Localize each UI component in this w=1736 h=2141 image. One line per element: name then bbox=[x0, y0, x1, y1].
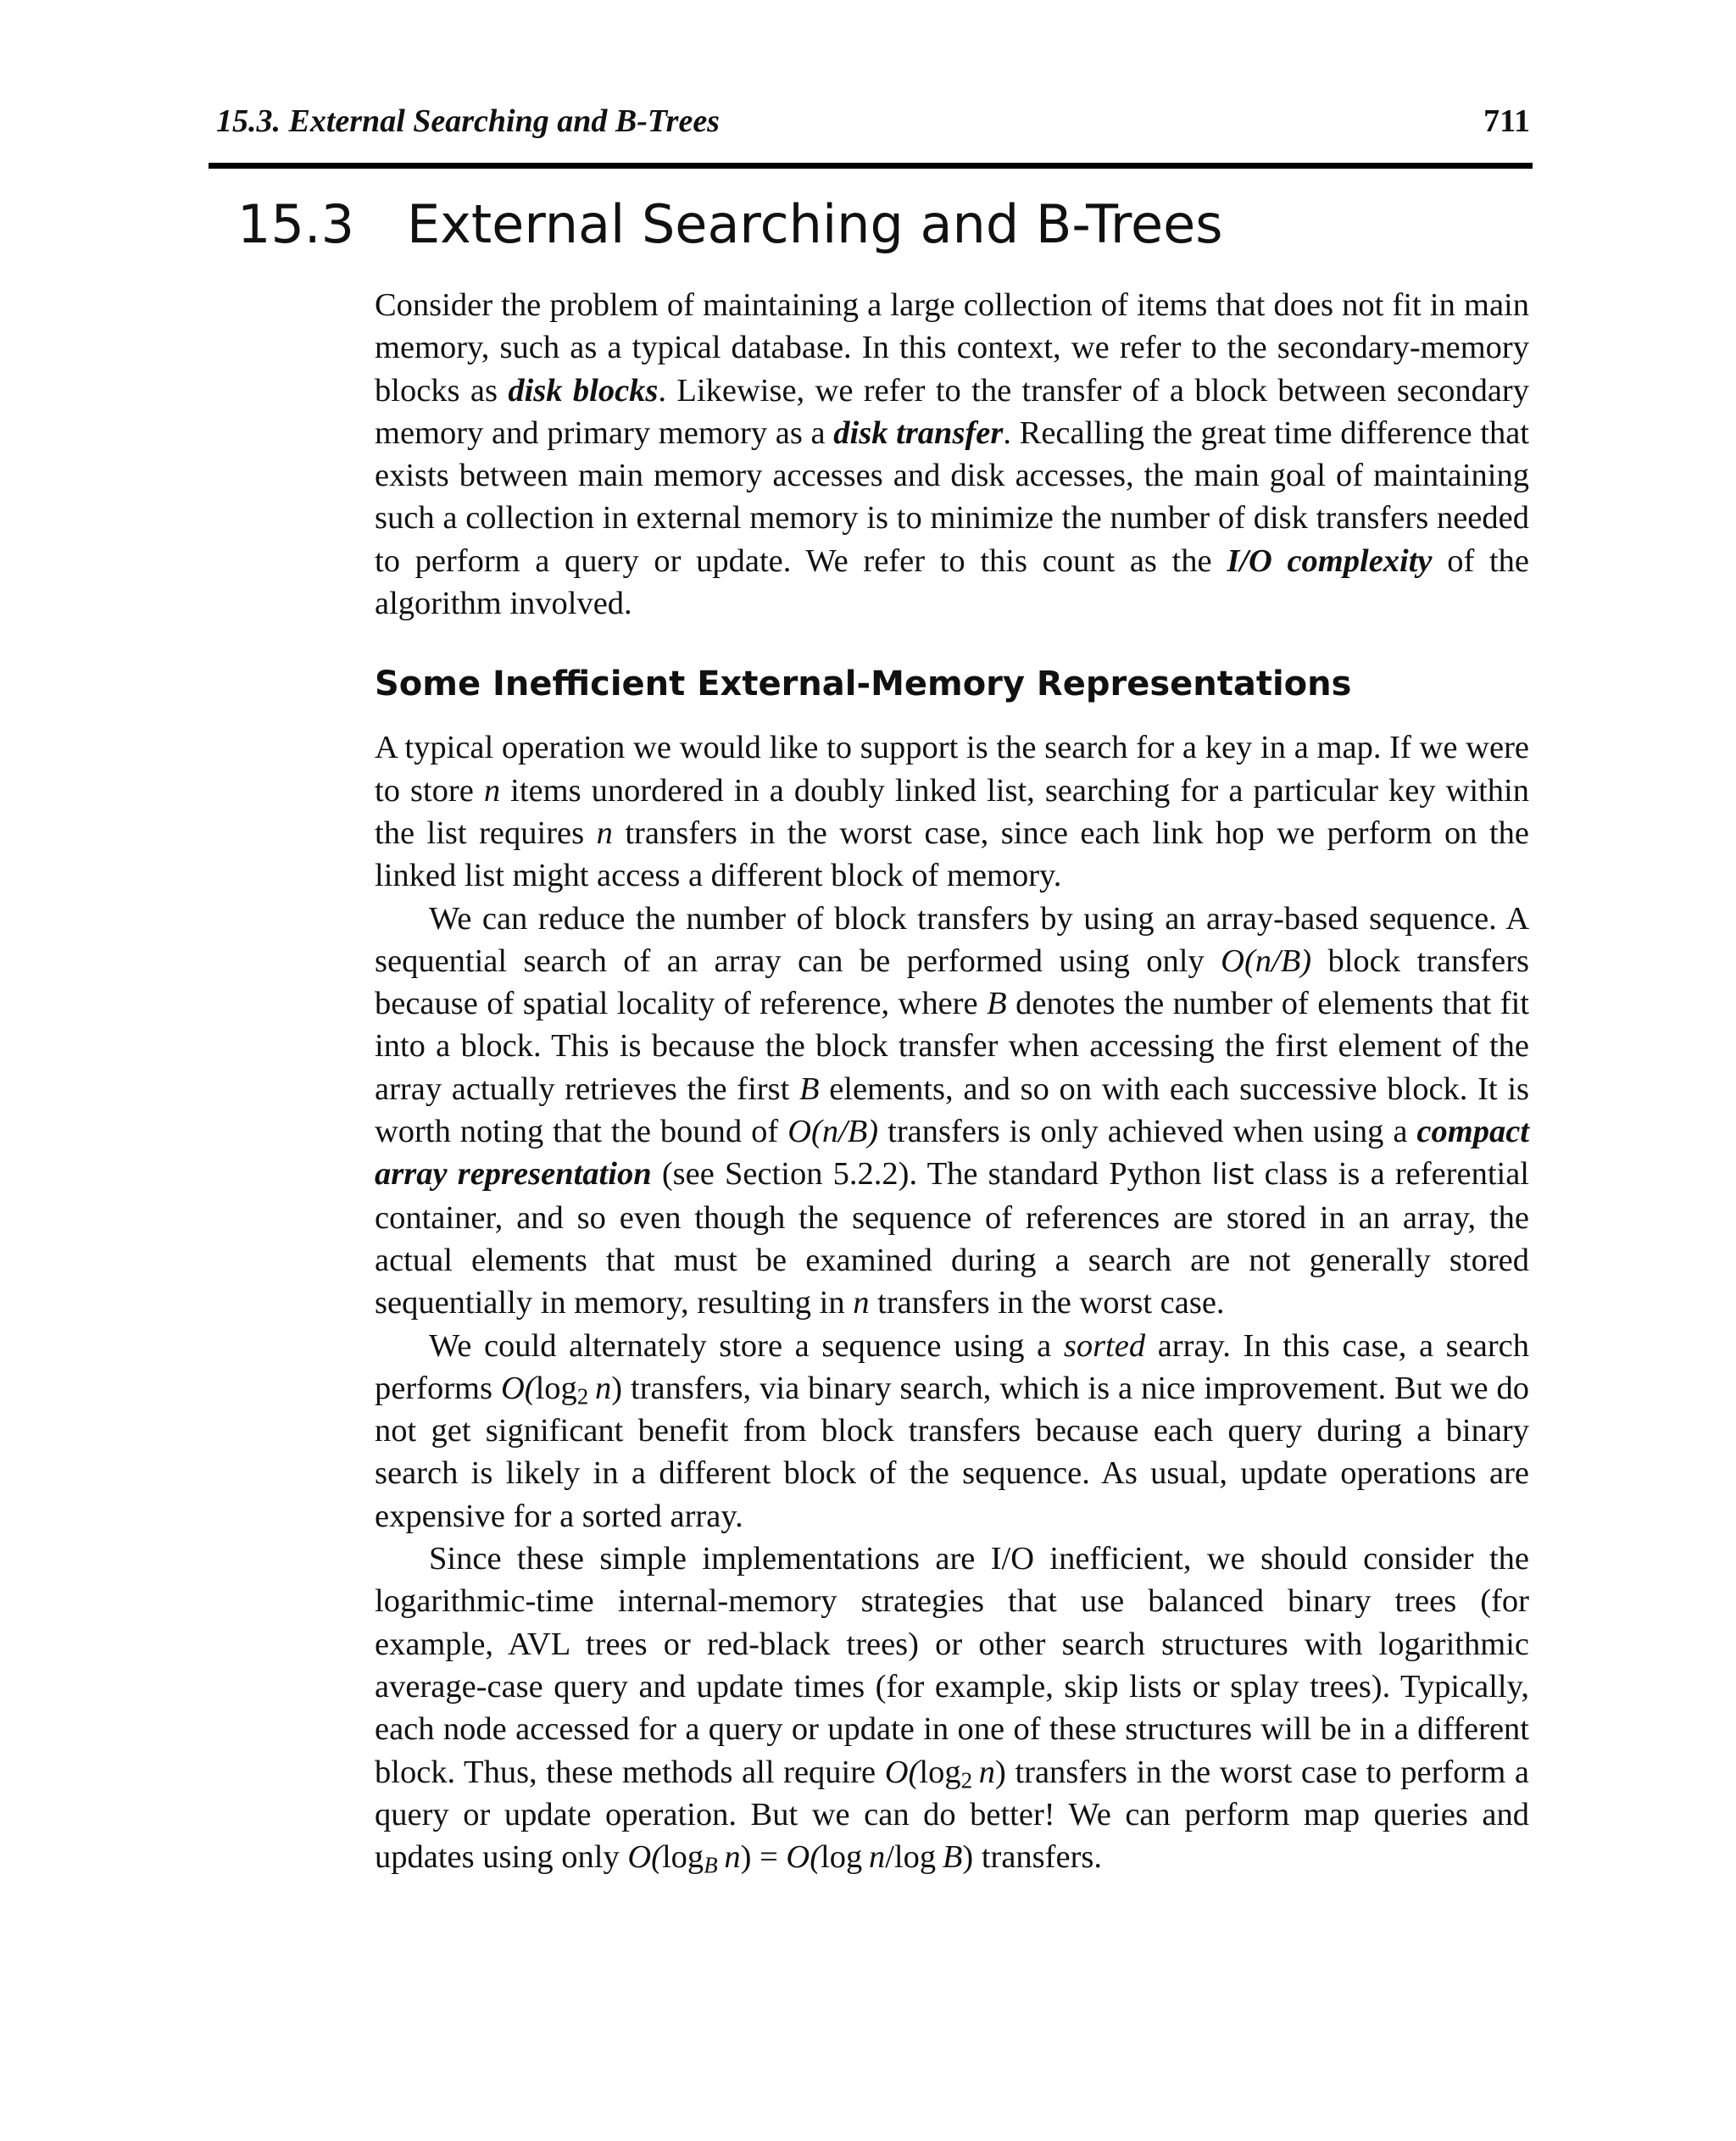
paragraph-linked-list bbox=[375, 726, 1529, 897]
term-io-complexity: I/O complexity bbox=[1227, 542, 1433, 579]
text-run: elements, and so on with each successive block. It is worth noting that the bound of bbox=[375, 1070, 1529, 1150]
text-run: (see Section 5.2.2). The standard Python bbox=[651, 1156, 1212, 1193]
math-part: ) bbox=[611, 1370, 623, 1406]
text-run: Since these simple implementations are I/O inefficient, we should consider the logarithmic-time internal-memory strategies that use balanced binary trees (for example, AVL trees or red-black trees) or other search structures with logarithmic average-case query and update times (for example, skip lists or splay trees). Typically, each node accessed for a query or update in one of these structures will be in a different block. Thus, these methods all require bbox=[375, 1541, 1529, 1790]
page-number: 711 bbox=[1483, 103, 1530, 139]
section-number: 15.3 bbox=[237, 193, 355, 255]
text-run: denotes the number of elements that fit into a block. This is because the block transfer when accessing the first element of the array actually retrieves the first bbox=[375, 986, 1529, 1107]
header-rule bbox=[209, 163, 1533, 169]
paragraph-sorted-array bbox=[375, 1325, 1529, 1538]
intro-paragraph bbox=[375, 284, 1529, 625]
subsection-heading: Some Inefficient External-Memory Representations bbox=[375, 665, 1352, 704]
text-run: block transfers because of spatial locality of reference, where bbox=[375, 943, 1530, 1022]
math-part: ) bbox=[995, 1754, 1006, 1790]
text-run: transfers in the worst case. bbox=[869, 1285, 1225, 1321]
math-expression bbox=[500, 1370, 623, 1410]
math-var: n bbox=[483, 772, 501, 809]
math-expression: O(n/B) bbox=[787, 1114, 879, 1150]
math-part: log bbox=[893, 1839, 937, 1876]
running-head-title: 15.3. External Searching and B-Trees bbox=[216, 103, 720, 139]
math-part: log bbox=[535, 1370, 577, 1406]
term-compact-array: compact array representation bbox=[375, 1114, 1529, 1193]
math-expression bbox=[627, 1839, 974, 1878]
math-subscript: B bbox=[704, 1852, 718, 1878]
running-head bbox=[216, 100, 1530, 142]
text-run: transfers in the worst case, since each link hop we perform on the linked list might access a different block of memory. bbox=[375, 815, 1529, 894]
section-title: External Searching and B-Trees bbox=[407, 193, 1223, 255]
text-run: Consider the problem of maintaining a large collection of items that does not fit in main memory, such as a typical database. In this context, we refer to the secondary-memory blocks as bbox=[375, 287, 1529, 409]
code-list: list bbox=[1211, 1158, 1255, 1193]
math-part: B bbox=[942, 1839, 963, 1876]
text-run: A typical operation we would like to support is the search for a key in a map. If we were to store bbox=[375, 730, 1529, 809]
text-run: items unordered in a doubly linked list, searching for a particular key within the list requires bbox=[375, 772, 1529, 851]
math-var: n bbox=[853, 1285, 870, 1321]
term-disk-blocks: disk blocks bbox=[508, 372, 659, 409]
math-part: ) bbox=[962, 1839, 974, 1876]
math-part: O( bbox=[500, 1370, 536, 1406]
math-expression: O(n/B) bbox=[1221, 943, 1312, 979]
math-part: n bbox=[724, 1839, 741, 1876]
math-part: n bbox=[868, 1839, 886, 1876]
math-part: log bbox=[821, 1839, 863, 1876]
text-run: We could alternately store a sequence using a bbox=[429, 1327, 1064, 1364]
math-var: B bbox=[798, 1070, 820, 1107]
text-run: transfers is only achieved when using a bbox=[878, 1114, 1417, 1150]
text-run: class is a referential container, and so even though the sequence of references are stored in an array, the actual elements that must be examined during a search are not generally stored sequentially in memory, resulting in bbox=[375, 1156, 1529, 1321]
text-run: transfers, via binary search, which is a nice improvement. But we do not get significant benefit from block transfers because each query during a binary search is likely in a different block of the sequence. As usual, update operations are expensive for a sorted array. bbox=[375, 1370, 1529, 1534]
section-heading bbox=[237, 186, 1223, 263]
math-subscript: 2 bbox=[960, 1767, 973, 1793]
math-part: n bbox=[978, 1754, 996, 1790]
math-part: O( bbox=[786, 1839, 821, 1876]
math-part: ) = bbox=[740, 1839, 787, 1876]
math-var: B bbox=[987, 986, 1007, 1022]
math-part: n bbox=[594, 1370, 612, 1406]
text-run: transfers. bbox=[973, 1839, 1103, 1876]
text-run: . Recalling the great time difference that exists between main memory accesses and disk accesses, the main goal of maintaining such a collection in external memory is to minimize the number of disk transfers needed to perform a query or update. We refer to this count as the bbox=[375, 414, 1529, 579]
text-run: of the algorithm involved. bbox=[375, 542, 1529, 622]
text-run: transfers in the worst case to perform a query or update operation. But we can do better! We can perform map queries and updates using only bbox=[375, 1754, 1529, 1876]
math-part: log bbox=[661, 1839, 704, 1876]
math-part: O( bbox=[884, 1754, 920, 1790]
text-run: array. In this case, a search performs bbox=[375, 1327, 1529, 1406]
text-run: We can reduce the number of block transfers by using an array-based sequence. A sequential search of an array can be performed using only bbox=[375, 900, 1529, 979]
math-expression bbox=[884, 1754, 1006, 1793]
paragraph-balanced-trees bbox=[375, 1538, 1529, 1878]
math-part: log bbox=[919, 1754, 961, 1790]
math-var: n bbox=[596, 815, 613, 851]
page-body bbox=[375, 284, 1529, 1878]
text-run: . Likewise, we refer to the transfer of a block between secondary memory and primary memory as a bbox=[375, 372, 1530, 451]
math-subscript: 2 bbox=[576, 1383, 589, 1410]
emphasis-sorted: sorted bbox=[1063, 1327, 1146, 1364]
math-part: / bbox=[885, 1839, 894, 1876]
math-part: O( bbox=[627, 1839, 662, 1876]
term-disk-transfer: disk transfer bbox=[833, 414, 1004, 451]
paragraph-array-sequence bbox=[375, 898, 1529, 1325]
